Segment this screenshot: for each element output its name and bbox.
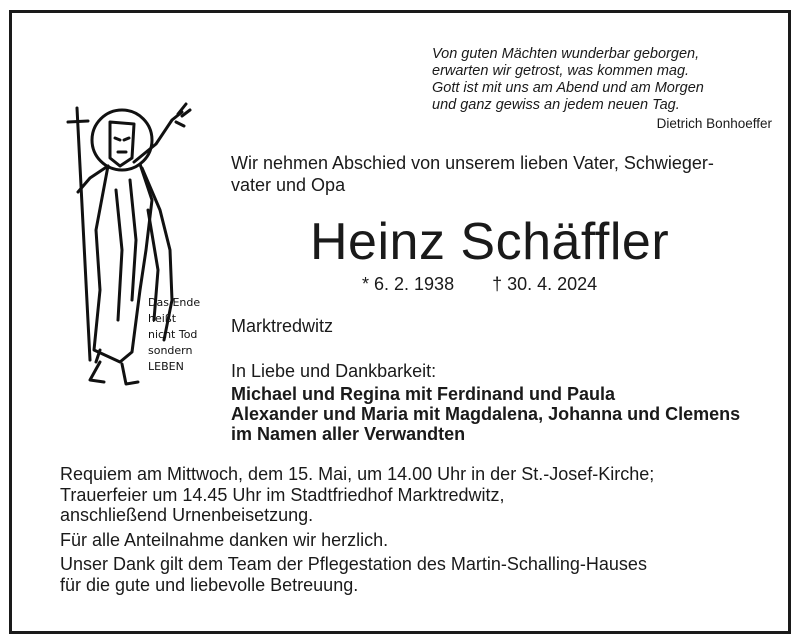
- quote-line: Gott ist mit uns am Abend und am Morgen: [432, 80, 704, 96]
- inscription-line: Das Ende: [148, 296, 200, 309]
- quote-line: erwarten wir getrost, was kommen mag.: [432, 63, 690, 79]
- quote-line: und ganz gewiss an jedem neuen Tag.: [432, 97, 680, 113]
- condolence-thanks: Für alle Anteilnahme danken wir herzlich.: [60, 529, 389, 550]
- mourner-line: Michael und Regina mit Ferdinand und Paula: [231, 384, 616, 404]
- farewell-intro: [231, 152, 771, 196]
- birth-date: * 6. 2. 1938: [362, 274, 455, 294]
- inscription-line: heißt: [148, 312, 177, 325]
- service-notes: [60, 464, 654, 595]
- service-line: anschließend Urnenbeisetzung.: [60, 505, 314, 525]
- quote-author: Dietrich Bonhoeffer: [656, 116, 772, 131]
- inscription-line: nicht Tod: [148, 328, 198, 341]
- service-line: Requiem am Mittwoch, dem 15. Mai, um 14.00 Uhr in der St.-Josef-Kirche;: [60, 464, 655, 484]
- deceased-name: Heinz Schäffler: [310, 213, 670, 271]
- mourner-line: Alexander und Maria mit Magdalena, Johanna und Clemens: [231, 404, 741, 424]
- intro-line: vater und Opa: [231, 175, 346, 195]
- risen-christ-with-cross-icon: [60, 100, 200, 400]
- bonhoeffer-quote: [432, 46, 772, 114]
- care-thanks-line: für die gute und liebevolle Betreuung.: [60, 574, 359, 595]
- mourners-label: In Liebe und Dankbarkeit:: [231, 361, 437, 381]
- intro-line: Wir nehmen Abschied von unserem lieben Vater, Schwieger-: [231, 153, 714, 173]
- place: Marktredwitz: [231, 316, 334, 336]
- death-date: † 30. 4. 2024: [492, 274, 598, 294]
- inscription-line: sondern: [148, 344, 193, 357]
- mourners-list: [231, 384, 740, 444]
- mourner-line: im Namen aller Verwandten: [231, 424, 466, 444]
- life-dates: [362, 274, 597, 295]
- quote-line: Von guten Mächten wunderbar geborgen,: [432, 46, 700, 62]
- inscription-line: LEBEN: [148, 360, 184, 373]
- service-line: Trauerfeier um 14.45 Uhr im Stadtfriedhof Marktredwitz,: [60, 484, 505, 505]
- care-thanks-line: Unser Dank gilt dem Team der Pflegestation des Martin-Schalling-Hauses: [60, 554, 647, 574]
